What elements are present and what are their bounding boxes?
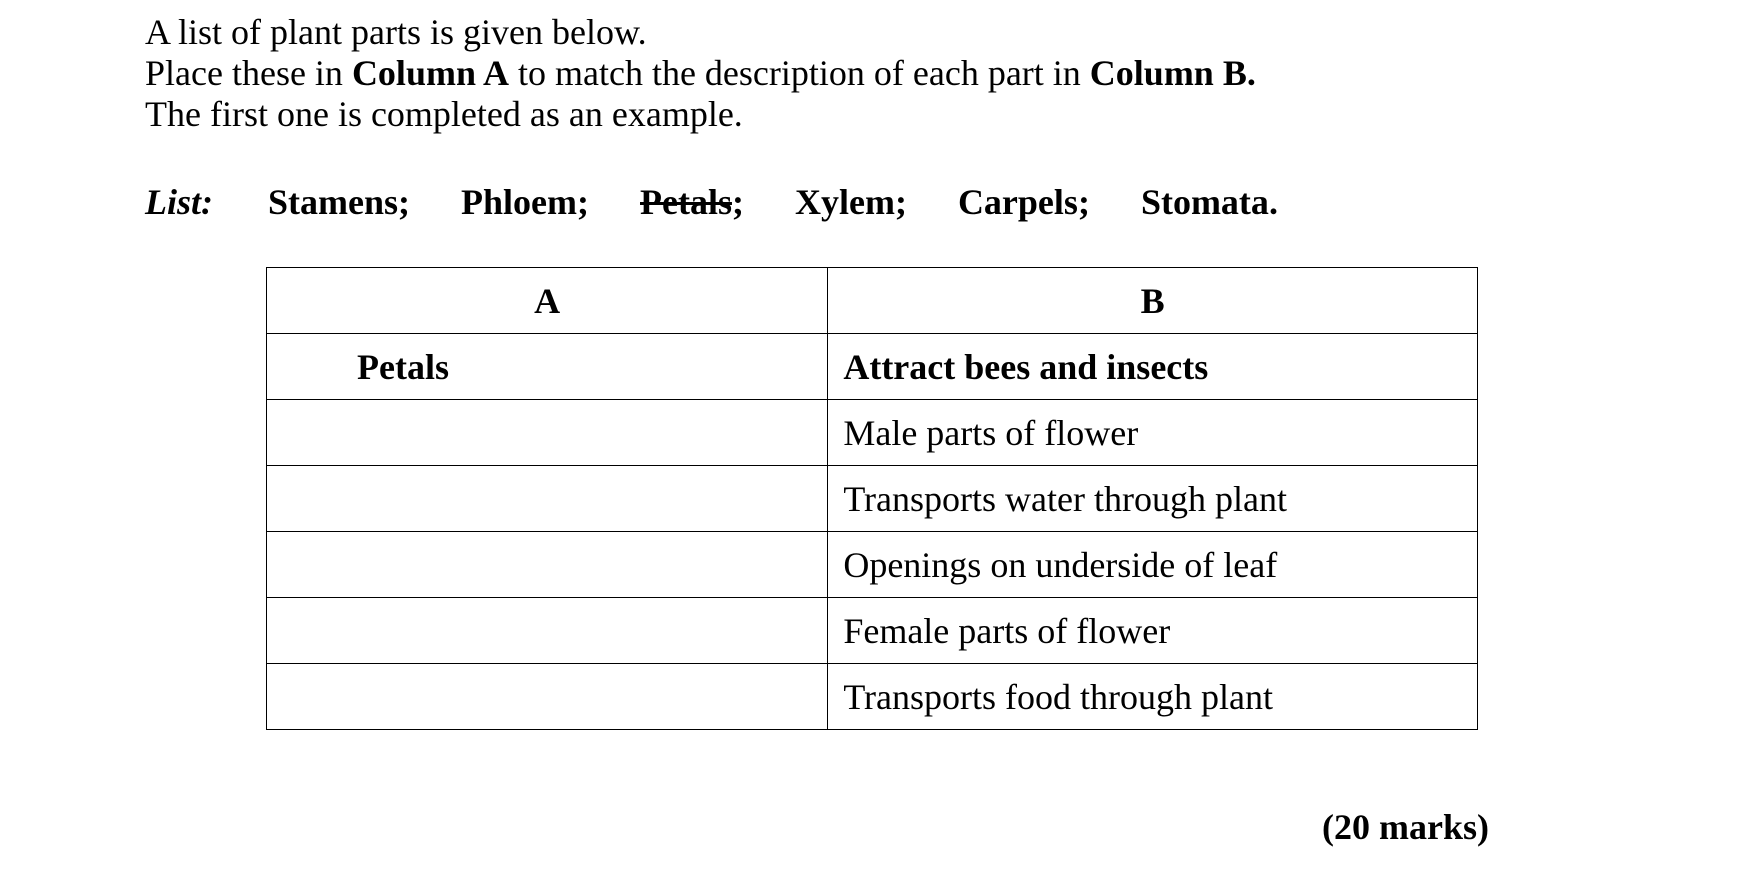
table-row bbox=[267, 400, 1478, 466]
answer-cell-example: Petals bbox=[267, 334, 828, 400]
list-item-separator: ; bbox=[894, 182, 907, 222]
list-item-xylem bbox=[795, 180, 907, 224]
list-item-separator: ; bbox=[1077, 182, 1090, 222]
description-cell: Transports food through plant bbox=[828, 664, 1478, 730]
answer-cell[interactable] bbox=[267, 532, 828, 598]
list-item-separator: ; bbox=[398, 182, 411, 222]
list-item-text: Stomata bbox=[1140, 182, 1269, 222]
list-item-separator: ; bbox=[577, 182, 589, 222]
list-item-separator: ; bbox=[731, 182, 744, 222]
matching-table bbox=[266, 267, 1478, 730]
column-a-reference: Column A bbox=[351, 53, 509, 93]
instruction-line-2-mid: to match the description of each part in bbox=[508, 53, 1090, 93]
instruction-line-2-pre: Place these in bbox=[145, 53, 352, 93]
list-item-separator: . bbox=[1268, 182, 1278, 222]
answer-cell[interactable] bbox=[267, 598, 828, 664]
list-item-text: Xylem bbox=[794, 182, 895, 222]
description-cell: Attract bees and insects bbox=[828, 334, 1478, 400]
table-row bbox=[267, 532, 1478, 598]
list-item-text: Stamens bbox=[268, 182, 399, 222]
column-b-reference: Column B. bbox=[1089, 53, 1256, 93]
list-label: List: bbox=[145, 182, 213, 222]
instruction-line-3 bbox=[145, 94, 1256, 135]
list-item-petals-struck bbox=[640, 180, 744, 224]
list-item-text: Phloem bbox=[461, 182, 577, 222]
header-b-text: B bbox=[1140, 280, 1165, 321]
table-row bbox=[267, 664, 1478, 730]
header-a-text: A bbox=[534, 280, 561, 321]
table-row bbox=[267, 598, 1478, 664]
list-item-phloem bbox=[461, 180, 589, 224]
table-row bbox=[267, 334, 1478, 400]
list-item-text: Petals bbox=[640, 182, 732, 222]
header-column-b bbox=[828, 268, 1478, 334]
description-cell: Transports water through plant bbox=[828, 466, 1478, 532]
instruction-line-2 bbox=[145, 53, 1256, 94]
marks-label: (20 marks) bbox=[1322, 807, 1489, 847]
list-item-carpels bbox=[958, 180, 1090, 224]
list-item-stomata bbox=[1141, 180, 1278, 224]
answer-cell[interactable] bbox=[267, 664, 828, 730]
table-header-row bbox=[267, 268, 1478, 334]
plant-parts-list bbox=[145, 180, 1320, 224]
header-column-a bbox=[267, 268, 828, 334]
answer-cell[interactable] bbox=[267, 466, 828, 532]
description-cell: Female parts of flower bbox=[828, 598, 1478, 664]
instruction-line-3-text: The first one is completed as an example. bbox=[145, 94, 743, 134]
table-row bbox=[267, 466, 1478, 532]
list-item-stamens bbox=[268, 180, 410, 224]
description-cell: Male parts of flower bbox=[828, 400, 1478, 466]
instructions bbox=[145, 12, 1256, 135]
answer-cell[interactable] bbox=[267, 400, 828, 466]
description-cell: Openings on underside of leaf bbox=[828, 532, 1478, 598]
instruction-line-1-text: A list of plant parts is given below. bbox=[145, 12, 647, 52]
instruction-line-1 bbox=[145, 12, 1256, 53]
list-item-text: Carpels bbox=[957, 182, 1078, 222]
